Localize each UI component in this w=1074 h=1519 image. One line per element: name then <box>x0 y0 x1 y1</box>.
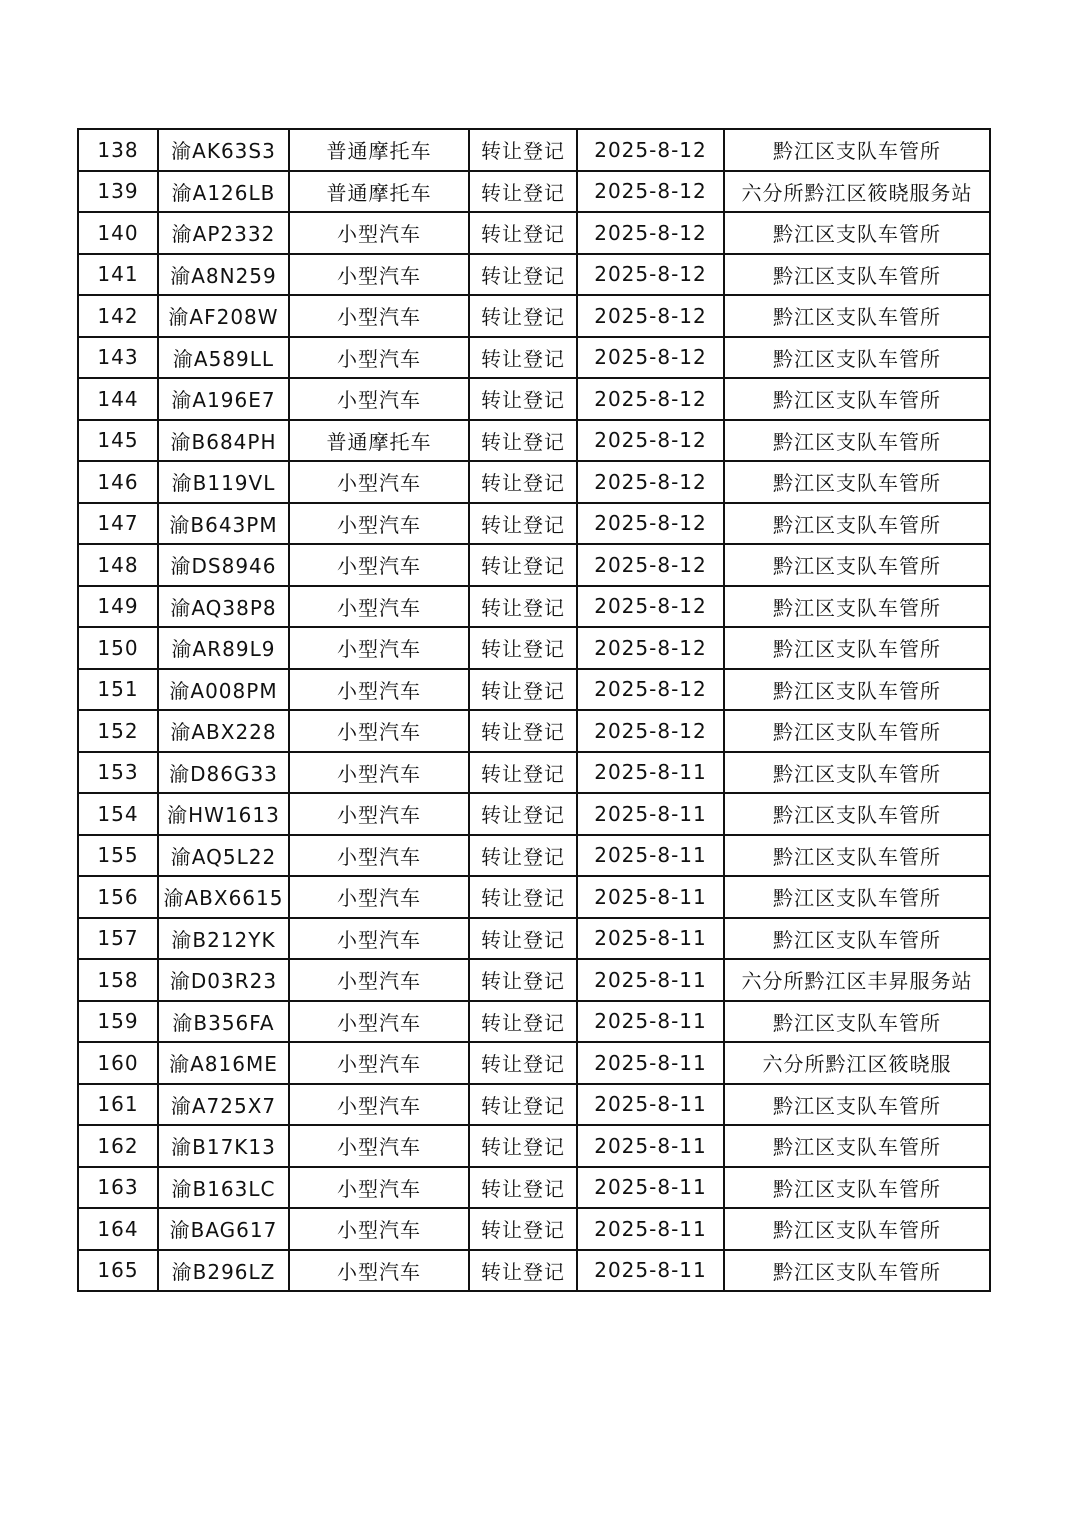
plate-number-cell: 渝D03R23 <box>158 959 289 1001</box>
vehicle-type-cell: 小型汽车 <box>289 835 469 877</box>
table-row <box>78 1084 990 1126</box>
office-cell: 黔江区支队车管所 <box>724 835 990 877</box>
plate-number-cell: 渝BAG617 <box>158 1208 289 1250</box>
date-cell: 2025-8-12 <box>577 669 724 711</box>
row-number-cell: 141 <box>78 254 158 296</box>
date-cell: 2025-8-12 <box>577 710 724 752</box>
table-row <box>78 503 990 545</box>
table-row <box>78 918 990 960</box>
table-row <box>78 1001 990 1043</box>
plate-number-cell: 渝B163LC <box>158 1167 289 1209</box>
row-number-cell: 144 <box>78 378 158 420</box>
business-type-cell: 转让登记 <box>469 959 577 1001</box>
table-row <box>78 793 990 835</box>
office-cell: 黔江区支队车管所 <box>724 295 990 337</box>
date-cell: 2025-8-11 <box>577 1042 724 1084</box>
date-cell: 2025-8-11 <box>577 1167 724 1209</box>
row-number-cell: 159 <box>78 1001 158 1043</box>
row-number-cell: 165 <box>78 1250 158 1292</box>
row-number-cell: 162 <box>78 1125 158 1167</box>
row-number-cell: 150 <box>78 627 158 669</box>
vehicle-type-cell: 小型汽车 <box>289 959 469 1001</box>
office-cell: 黔江区支队车管所 <box>724 420 990 462</box>
date-cell: 2025-8-12 <box>577 212 724 254</box>
office-cell: 黔江区支队车管所 <box>724 1167 990 1209</box>
vehicle-type-cell: 小型汽车 <box>289 337 469 379</box>
plate-number-cell: 渝ABX228 <box>158 710 289 752</box>
office-cell: 黔江区支队车管所 <box>724 1001 990 1043</box>
date-cell: 2025-8-11 <box>577 918 724 960</box>
table-row <box>78 876 990 918</box>
row-number-cell: 152 <box>78 710 158 752</box>
business-type-cell: 转让登记 <box>469 503 577 545</box>
row-number-cell: 140 <box>78 212 158 254</box>
business-type-cell: 转让登记 <box>469 1208 577 1250</box>
vehicle-type-cell: 小型汽车 <box>289 461 469 503</box>
date-cell: 2025-8-11 <box>577 1084 724 1126</box>
table-row <box>78 1167 990 1209</box>
plate-number-cell: 渝B119VL <box>158 461 289 503</box>
table-row <box>78 1125 990 1167</box>
date-cell: 2025-8-11 <box>577 1125 724 1167</box>
office-cell: 六分所黔江区筱晓服 <box>724 1042 990 1084</box>
row-number-cell: 155 <box>78 835 158 877</box>
plate-number-cell: 渝ABX6615 <box>158 876 289 918</box>
table-row <box>78 627 990 669</box>
plate-number-cell: 渝AQ38P8 <box>158 586 289 628</box>
vehicle-type-cell: 小型汽车 <box>289 254 469 296</box>
business-type-cell: 转让登记 <box>469 710 577 752</box>
office-cell: 黔江区支队车管所 <box>724 544 990 586</box>
date-cell: 2025-8-12 <box>577 129 724 171</box>
plate-number-cell: 渝HW1613 <box>158 793 289 835</box>
vehicle-type-cell: 小型汽车 <box>289 378 469 420</box>
row-number-cell: 158 <box>78 959 158 1001</box>
row-number-cell: 142 <box>78 295 158 337</box>
business-type-cell: 转让登记 <box>469 1001 577 1043</box>
vehicle-type-cell: 小型汽车 <box>289 876 469 918</box>
plate-number-cell: 渝A196E7 <box>158 378 289 420</box>
vehicle-type-cell: 小型汽车 <box>289 1208 469 1250</box>
business-type-cell: 转让登记 <box>469 212 577 254</box>
vehicle-type-cell: 小型汽车 <box>289 1250 469 1292</box>
date-cell: 2025-8-11 <box>577 1208 724 1250</box>
business-type-cell: 转让登记 <box>469 420 577 462</box>
office-cell: 黔江区支队车管所 <box>724 461 990 503</box>
office-cell: 黔江区支队车管所 <box>724 254 990 296</box>
plate-number-cell: 渝A008PM <box>158 669 289 711</box>
table-row <box>78 129 990 171</box>
business-type-cell: 转让登记 <box>469 627 577 669</box>
table-row <box>78 254 990 296</box>
table-row <box>78 378 990 420</box>
table-row <box>78 835 990 877</box>
date-cell: 2025-8-12 <box>577 337 724 379</box>
plate-number-cell: 渝A589LL <box>158 337 289 379</box>
vehicle-type-cell: 小型汽车 <box>289 1042 469 1084</box>
vehicle-type-cell: 小型汽车 <box>289 503 469 545</box>
business-type-cell: 转让登记 <box>469 1250 577 1292</box>
business-type-cell: 转让登记 <box>469 918 577 960</box>
row-number-cell: 151 <box>78 669 158 711</box>
office-cell: 黔江区支队车管所 <box>724 212 990 254</box>
row-number-cell: 153 <box>78 752 158 794</box>
row-number-cell: 156 <box>78 876 158 918</box>
business-type-cell: 转让登记 <box>469 1167 577 1209</box>
business-type-cell: 转让登记 <box>469 378 577 420</box>
date-cell: 2025-8-12 <box>577 503 724 545</box>
registration-table <box>77 128 991 1292</box>
table-row <box>78 669 990 711</box>
row-number-cell: 139 <box>78 171 158 213</box>
vehicle-type-cell: 小型汽车 <box>289 586 469 628</box>
office-cell: 黔江区支队车管所 <box>724 793 990 835</box>
row-number-cell: 154 <box>78 793 158 835</box>
vehicle-type-cell: 小型汽车 <box>289 669 469 711</box>
vehicle-type-cell: 小型汽车 <box>289 212 469 254</box>
table-row <box>78 171 990 213</box>
table-row <box>78 544 990 586</box>
vehicle-type-cell: 小型汽车 <box>289 1001 469 1043</box>
plate-number-cell: 渝AP2332 <box>158 212 289 254</box>
table-row <box>78 1250 990 1292</box>
row-number-cell: 163 <box>78 1167 158 1209</box>
plate-number-cell: 渝A8N259 <box>158 254 289 296</box>
vehicle-type-cell: 小型汽车 <box>289 1125 469 1167</box>
date-cell: 2025-8-11 <box>577 793 724 835</box>
row-number-cell: 149 <box>78 586 158 628</box>
date-cell: 2025-8-12 <box>577 378 724 420</box>
date-cell: 2025-8-11 <box>577 752 724 794</box>
plate-number-cell: 渝AR89L9 <box>158 627 289 669</box>
row-number-cell: 138 <box>78 129 158 171</box>
office-cell: 黔江区支队车管所 <box>724 586 990 628</box>
office-cell: 黔江区支队车管所 <box>724 1084 990 1126</box>
business-type-cell: 转让登记 <box>469 752 577 794</box>
office-cell: 黔江区支队车管所 <box>724 503 990 545</box>
date-cell: 2025-8-12 <box>577 586 724 628</box>
vehicle-type-cell: 小型汽车 <box>289 918 469 960</box>
table-row <box>78 420 990 462</box>
office-cell: 黔江区支队车管所 <box>724 1125 990 1167</box>
business-type-cell: 转让登记 <box>469 544 577 586</box>
row-number-cell: 164 <box>78 1208 158 1250</box>
office-cell: 黔江区支队车管所 <box>724 378 990 420</box>
row-number-cell: 160 <box>78 1042 158 1084</box>
plate-number-cell: 渝AF208W <box>158 295 289 337</box>
business-type-cell: 转让登记 <box>469 129 577 171</box>
office-cell: 黔江区支队车管所 <box>724 1250 990 1292</box>
plate-number-cell: 渝B643PM <box>158 503 289 545</box>
table-row <box>78 752 990 794</box>
plate-number-cell: 渝B212YK <box>158 918 289 960</box>
vehicle-type-cell: 小型汽车 <box>289 295 469 337</box>
business-type-cell: 转让登记 <box>469 669 577 711</box>
plate-number-cell: 渝B356FA <box>158 1001 289 1043</box>
office-cell: 六分所黔江区筱晓服务站 <box>724 171 990 213</box>
plate-number-cell: 渝A126LB <box>158 171 289 213</box>
row-number-cell: 157 <box>78 918 158 960</box>
business-type-cell: 转让登记 <box>469 461 577 503</box>
vehicle-type-cell: 小型汽车 <box>289 1084 469 1126</box>
row-number-cell: 161 <box>78 1084 158 1126</box>
vehicle-type-cell: 小型汽车 <box>289 544 469 586</box>
date-cell: 2025-8-12 <box>577 461 724 503</box>
business-type-cell: 转让登记 <box>469 1125 577 1167</box>
row-number-cell: 143 <box>78 337 158 379</box>
vehicle-type-cell: 小型汽车 <box>289 710 469 752</box>
date-cell: 2025-8-12 <box>577 544 724 586</box>
date-cell: 2025-8-11 <box>577 959 724 1001</box>
vehicle-type-cell: 小型汽车 <box>289 752 469 794</box>
date-cell: 2025-8-12 <box>577 171 724 213</box>
business-type-cell: 转让登记 <box>469 1084 577 1126</box>
date-cell: 2025-8-12 <box>577 627 724 669</box>
business-type-cell: 转让登记 <box>469 337 577 379</box>
table-row <box>78 1042 990 1084</box>
business-type-cell: 转让登记 <box>469 586 577 628</box>
table-row <box>78 710 990 752</box>
date-cell: 2025-8-11 <box>577 1001 724 1043</box>
table-row <box>78 1208 990 1250</box>
business-type-cell: 转让登记 <box>469 254 577 296</box>
office-cell: 黔江区支队车管所 <box>724 669 990 711</box>
business-type-cell: 转让登记 <box>469 171 577 213</box>
office-cell: 黔江区支队车管所 <box>724 918 990 960</box>
plate-number-cell: 渝D86G33 <box>158 752 289 794</box>
business-type-cell: 转让登记 <box>469 835 577 877</box>
plate-number-cell: 渝B684PH <box>158 420 289 462</box>
table-row <box>78 295 990 337</box>
vehicle-type-cell: 普通摩托车 <box>289 171 469 213</box>
office-cell: 黔江区支队车管所 <box>724 876 990 918</box>
vehicle-type-cell: 普通摩托车 <box>289 129 469 171</box>
office-cell: 黔江区支队车管所 <box>724 710 990 752</box>
plate-number-cell: 渝AK63S3 <box>158 129 289 171</box>
vehicle-type-cell: 小型汽车 <box>289 1167 469 1209</box>
office-cell: 黔江区支队车管所 <box>724 337 990 379</box>
plate-number-cell: 渝DS8946 <box>158 544 289 586</box>
table-row <box>78 461 990 503</box>
business-type-cell: 转让登记 <box>469 295 577 337</box>
date-cell: 2025-8-12 <box>577 420 724 462</box>
table-row <box>78 959 990 1001</box>
row-number-cell: 148 <box>78 544 158 586</box>
plate-number-cell: 渝AQ5L22 <box>158 835 289 877</box>
plate-number-cell: 渝A725X7 <box>158 1084 289 1126</box>
table-row <box>78 212 990 254</box>
plate-number-cell: 渝B17K13 <box>158 1125 289 1167</box>
date-cell: 2025-8-12 <box>577 254 724 296</box>
plate-number-cell: 渝B296LZ <box>158 1250 289 1292</box>
table-row <box>78 586 990 628</box>
table-body <box>78 129 990 1291</box>
date-cell: 2025-8-12 <box>577 295 724 337</box>
date-cell: 2025-8-11 <box>577 876 724 918</box>
vehicle-type-cell: 小型汽车 <box>289 793 469 835</box>
row-number-cell: 147 <box>78 503 158 545</box>
plate-number-cell: 渝A816ME <box>158 1042 289 1084</box>
business-type-cell: 转让登记 <box>469 1042 577 1084</box>
date-cell: 2025-8-11 <box>577 835 724 877</box>
office-cell: 黔江区支队车管所 <box>724 1208 990 1250</box>
office-cell: 黔江区支队车管所 <box>724 627 990 669</box>
row-number-cell: 146 <box>78 461 158 503</box>
table-row <box>78 337 990 379</box>
vehicle-type-cell: 小型汽车 <box>289 627 469 669</box>
office-cell: 六分所黔江区丰昇服务站 <box>724 959 990 1001</box>
date-cell: 2025-8-11 <box>577 1250 724 1292</box>
vehicle-type-cell: 普通摩托车 <box>289 420 469 462</box>
business-type-cell: 转让登记 <box>469 876 577 918</box>
office-cell: 黔江区支队车管所 <box>724 752 990 794</box>
business-type-cell: 转让登记 <box>469 793 577 835</box>
office-cell: 黔江区支队车管所 <box>724 129 990 171</box>
row-number-cell: 145 <box>78 420 158 462</box>
